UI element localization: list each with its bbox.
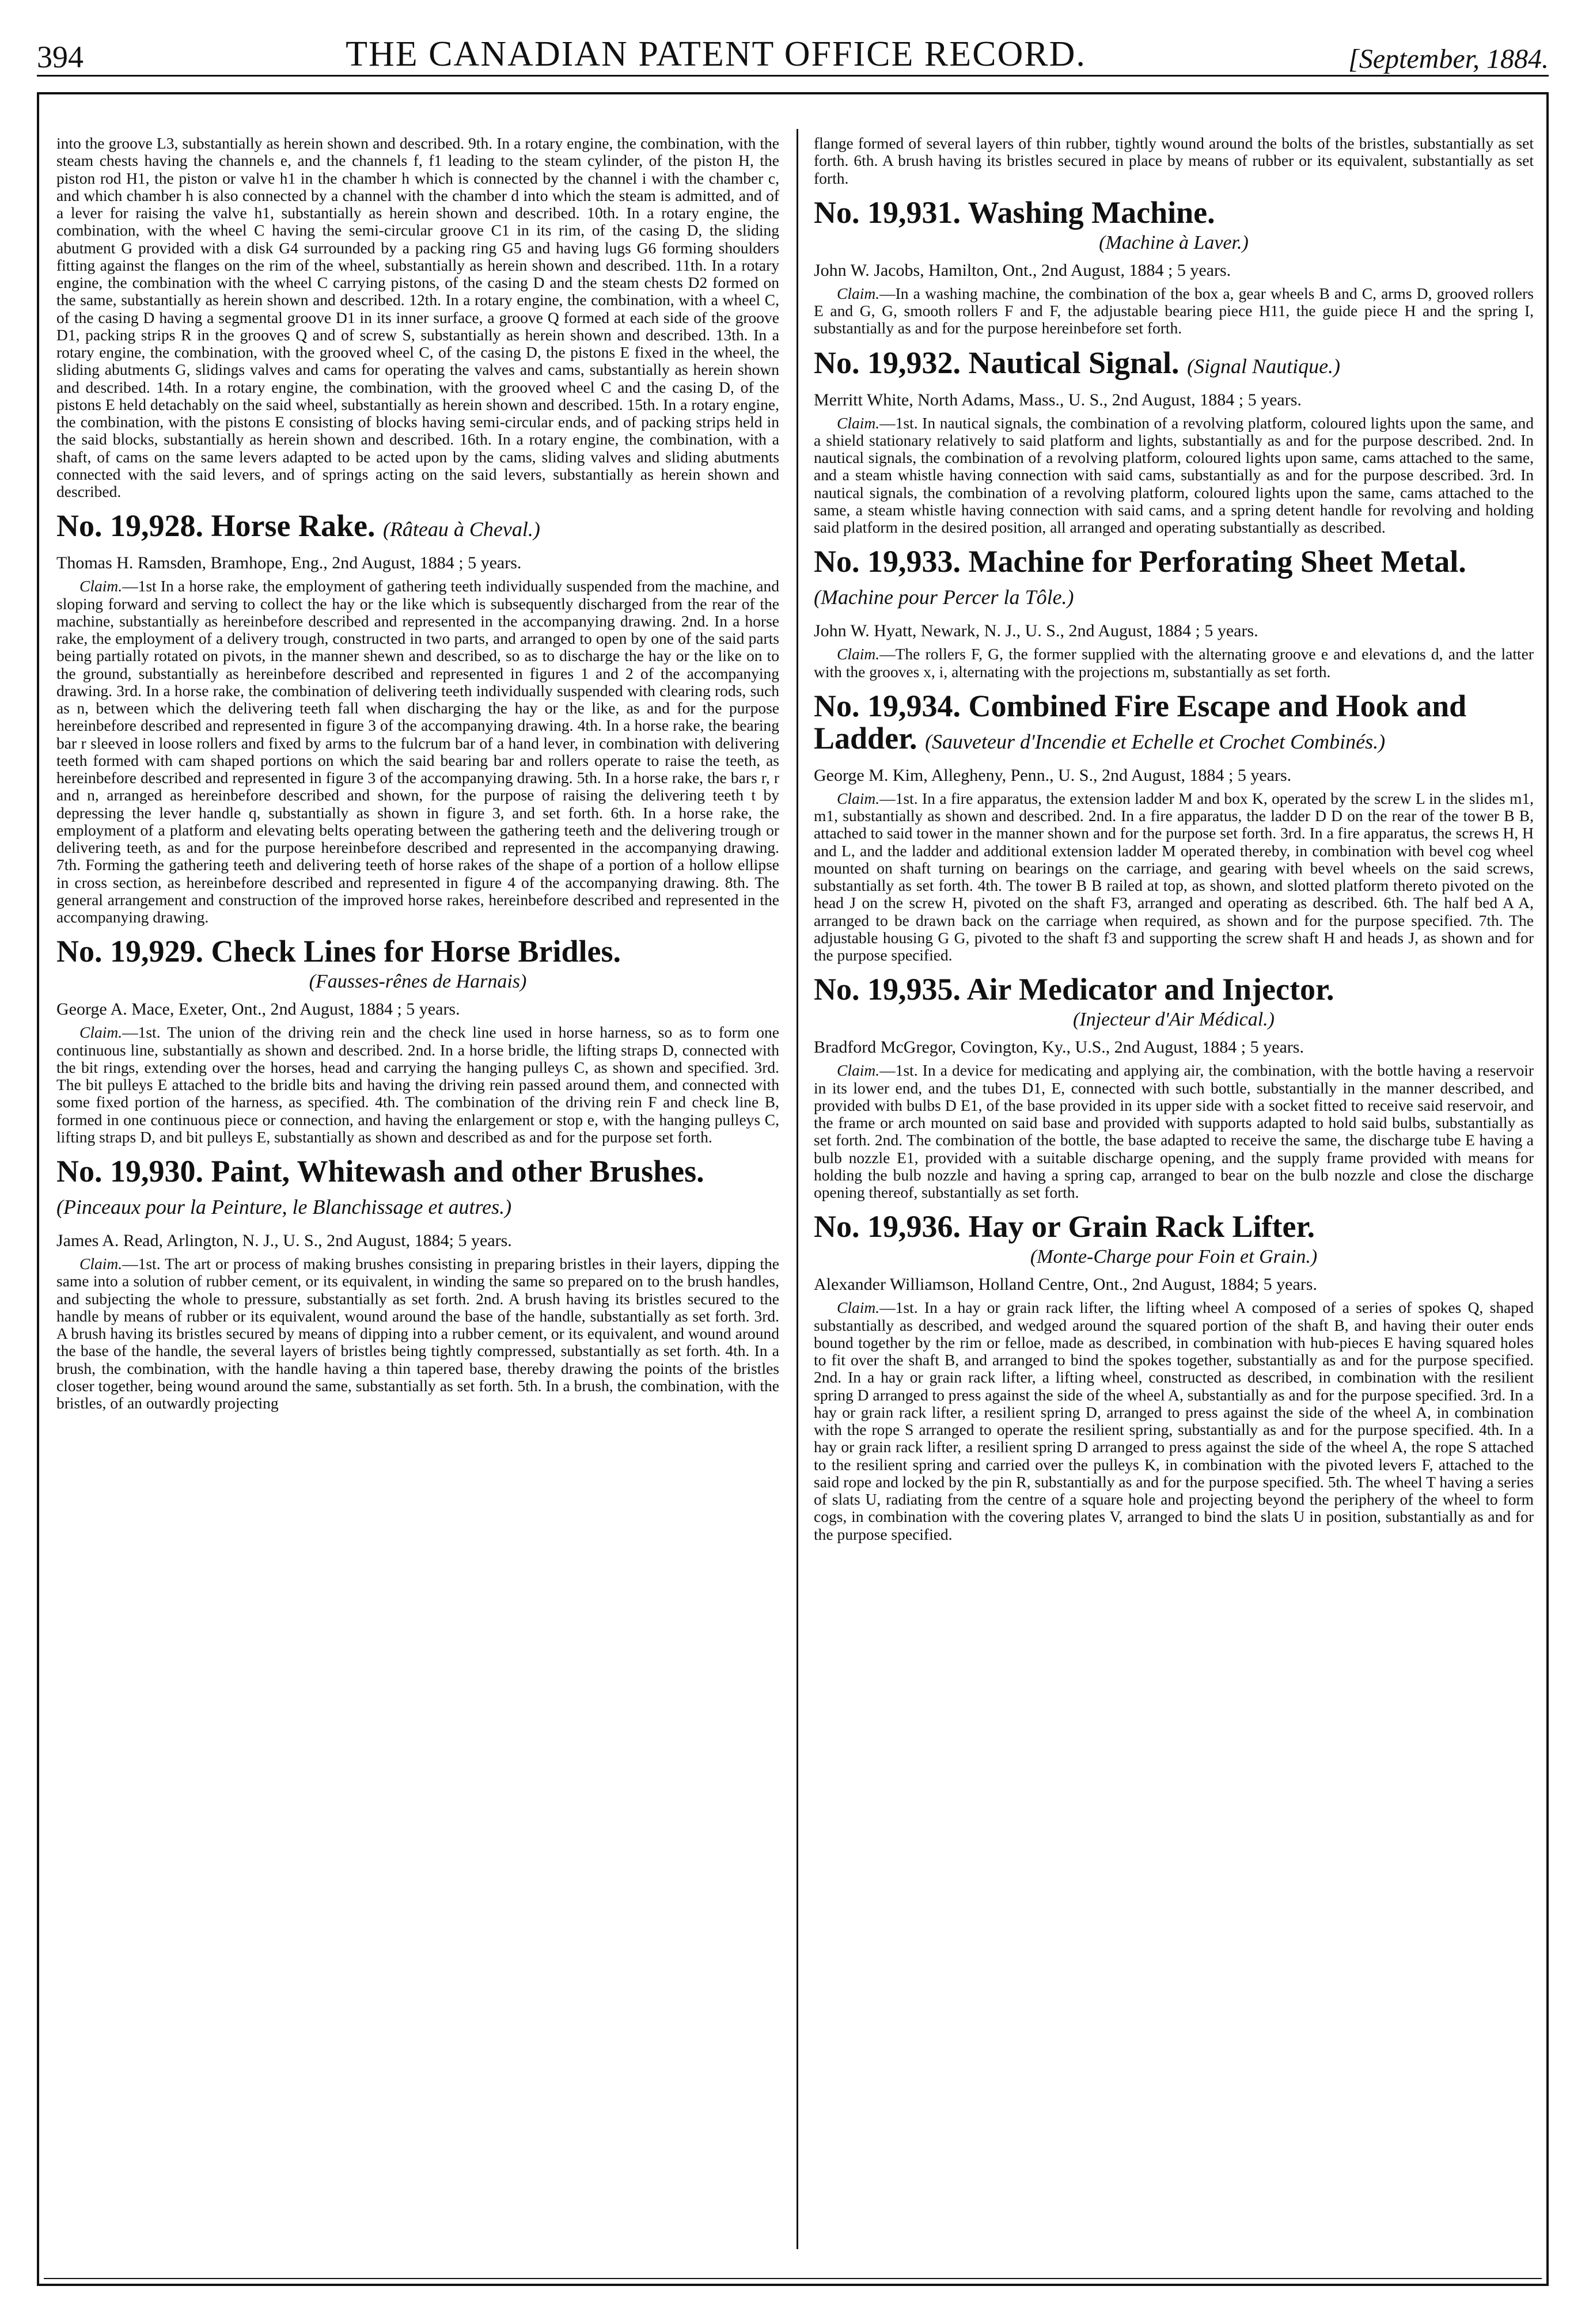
claim-label: Claim. xyxy=(837,1061,880,1080)
claim-text xyxy=(814,645,1534,681)
patent-number: No. 19,929. xyxy=(56,934,203,969)
inventor-line: Thomas H. Ramsden, Bramhope, Eng., 2nd August, 1884 ; 5 years. xyxy=(56,553,522,573)
claim-text xyxy=(814,415,1534,537)
page-header xyxy=(37,23,1549,77)
claim-body: —1st. The union of the driving rein and the check line used in horse harness, so as to form one continuous line, substantially as shown and described. 2nd. In a horse bridle, the lifting straps D, connected with the bit rings, extending over the horses, head and carrying the hanging pulleys C, as shown and specified. 3rd. The bit pulleys E attached to the bridle bits and having the driving rein passed around them, and connected with some fixed portion of the harness, as specified. 4th. The combination of the driving rein F and check line B, formed in one continuous piece or connection, and having the enlargement or stop e, with the hanging pulleys C, lifting straps D, and bit pulleys E, substantially as shown and described as and for the purpose set forth. xyxy=(56,1023,779,1146)
french-title: (Injecteur d'Air Médical.) xyxy=(1073,1009,1275,1031)
patent-entry xyxy=(814,545,1534,681)
patent-heading xyxy=(56,1155,779,1223)
claim-body: —1st. In a hay or grain rack lifter, the lifting wheel A composed of a series of spokes Q, shaped substantially as described, and wedged around the squared portion of the shaft B, and having their outer ends bound together by the rim or felloe, made as described, in combination with hub-pieces E having squared holes to fit over the shaft B, and arranged to bind the spokes together, substantially as and for the purpose specified. 2nd. In a hay or grain rack lifter, a lifting wheel, constructed as described, in combination with the resilient spring D arranged to press against the side of the wheel A, substantially as and for the purpose specified. 3rd. In a hay or grain rack lifter, a resilient spring D, arranged to press against the side of the wheel A, in combination with the rope S arranged to operate the resilient spring, substantially as and for the purpose specified. 4th. In a hay or grain rack lifter, a resilient spring D arranged to press against the side of the wheel A, the rope S attached to the resilient spring and carried over the pulleys K, in combination with the pivoted levers F, attached to the said rope and locked by the pin R, substantially as and for the purpose specified. 5th. The wheel T having a series of slats U, radiating from the centre of a square hole and projecting beyond the periphery of the wheel to form cogs, in combination with the covering plates V, arranged to bind the slats U in position, substantially as and for the purpose specified. xyxy=(814,1298,1534,1543)
patent-title: Paint, Whitewash and other Brushes. xyxy=(211,1154,704,1188)
claim-label: Claim. xyxy=(837,284,880,302)
french-title: (Monte-Charge pour Foin et Grain.) xyxy=(1030,1246,1318,1268)
left-column xyxy=(56,135,779,2248)
patent-heading xyxy=(814,196,1534,229)
inventor-line: John W. Hyatt, Newark, N. J., U. S., 2nd August, 1884 ; 5 years. xyxy=(814,621,1258,641)
patent-entry xyxy=(56,1155,779,1412)
french-title: (Pinceaux pour la Peinture, le Blanchissage et autres.) xyxy=(56,1195,512,1218)
claim-label: Claim. xyxy=(79,1255,123,1273)
claim-text xyxy=(814,1062,1534,1201)
claim-body: —1st. In a fire apparatus, the extension ladder M and box K, operated by the screw L in the slides m1, m1, substantially as shown and described. 2nd. In a fire apparatus, the ladder D D on the rear of the tower B B, attached to said tower in the manner shown and for the purpose set forth. 3rd. In a fire apparatus, the screws H, H and L, and the ladder and additional extension ladder M operated thereby, in combination with bevel cog wheel mounted on shaft turning on bearings on the carriage, and gearing with bevel wheels on the said screws, substantially as set forth. 4th. The tower B B railed at top, as shown, and slotted platform thereto pivoted on the head J on the screw H, pivoted on the shaft F3, arranged and operating as described. 6th. The half bed A A, arranged to be drawn back on the carriage when required, as shown and for the purpose specified. 7th. The adjustable housing G G, pivoted to the shaft f3 and supporting the screw shaft H and heads J, as shown and for the purpose specified. xyxy=(814,789,1534,964)
page-frame xyxy=(37,92,1549,2286)
claim-body: —1st. In nautical signals, the combination of a revolving platform, coloured lights upon the same, and a shield stationary relatively to said platform and lights, substantially as and for the purpose described. 2nd. In nautical signals, the combination of a revolving platform, coloured lights upon same, cams attached to the same, and a steam whistle having connection with said cams, substantially as and for the purpose described. 3rd. In nautical signals, the combination of a revolving platform, coloured lights upon the same, cams attached to the same, a steam whistle having connection with said cams, and a spring detent handle for revolving and holding said platform in the desired position, all arranged and operating substantially as described. xyxy=(814,413,1534,536)
french-title: (Sauveteur d'Incendie et Echelle et Crochet Combinés.) xyxy=(925,730,1386,753)
claim-text xyxy=(814,1299,1534,1543)
patent-number: No. 19,936. xyxy=(814,1209,961,1244)
claim-body: —In a washing machine, the combination of the box a, gear wheels B and C, arms D, grooved rollers E and G, G, smooth rollers F and F, the adjustable bearing piece H11, the guide piece H and the spring I, substantially as and for the purpose hereinbefore set forth. xyxy=(814,284,1534,337)
claim-text xyxy=(814,285,1534,337)
patent-number: No. 19,930. xyxy=(56,1154,203,1188)
patent-entry xyxy=(56,935,779,1146)
issue-date: [September, 1884. xyxy=(1348,44,1549,74)
claim-label: Claim. xyxy=(837,789,880,807)
patent-title: Check Lines for Horse Bridles. xyxy=(211,934,621,969)
patent-entry xyxy=(814,973,1534,1201)
claim-body: —1st. The art or process of making brushes consisting in preparing bristles in their layers, dipping the same into a solution of rubber cement, or its equivalent, in winding the same so prepared on to the brush handles, and subjecting the whole to pressure, substantially as set forth. 2nd. A brush having its bristles secured to the handle by means of rubber or its equivalent, wound around the base of the handle, substantially as set forth. 3rd. A brush having its bristles secured by means of dipping into a rubber cement, or its equivalent, and wound around the base of the handle, the several layers of bristles being tightly compressed, substantially as set forth. 4th. In a brush, the combination, with the handle having a thin tapered base, thereby drawing the points of the bristles closer together, being wound around the same, substantially as set forth. 5th. In a brush, the combination, with the bristles, of an outwardly projecting xyxy=(56,1255,779,1412)
inventor-line: Alexander Williamson, Holland Centre, Ont., 2nd August, 1884; 5 years. xyxy=(814,1275,1317,1294)
patent-number: No. 19,931. xyxy=(814,195,961,230)
page-number: 394 xyxy=(37,40,84,74)
patent-number: No. 19,934. xyxy=(814,688,961,723)
claim-body: —1st. In a device for medicating and applying air, the combination, with the bottle having a reservoir in its lower end, and the tubes D1, E, connected with such bottle, substantially in the manner described, and provided with bulbs D E1, of the base provided in its upper side with a socket fitted to receive said reservoir, and the frame or arch mounted on said base and provided with supports adapted to hold said bulbs, substantially as set forth. 2nd. The combination of the bottle, the base adapted to receive the same, the discharge tube E having a bulb nozzle E1, provided with a suitable discharge opening, and the supply frame provided with means for holding the bulb nozzle and having a spring cap, arranged to bear on the bulb nozzle and close the discharge opening thereof, substantially as set forth. xyxy=(814,1061,1534,1201)
claim-label: Claim. xyxy=(79,1023,123,1042)
patent-heading xyxy=(814,545,1534,613)
claim-text xyxy=(814,790,1534,964)
french-title: (Machine à Laver.) xyxy=(1099,231,1249,253)
patent-title: Washing Machine. xyxy=(968,195,1215,230)
patent-number: No. 19,928. xyxy=(56,508,203,544)
french-title: (Fausses-rênes de Harnais) xyxy=(309,971,527,993)
column-divider xyxy=(797,129,798,2249)
claim-label: Claim. xyxy=(837,1298,880,1317)
inventor-line: George A. Mace, Exeter, Ont., 2nd August, 1884 ; 5 years. xyxy=(56,1000,460,1019)
patent-entry xyxy=(56,510,779,926)
patent-heading xyxy=(814,1210,1534,1243)
claim-text xyxy=(56,578,779,926)
patent-heading xyxy=(814,347,1534,382)
claim-label: Claim. xyxy=(837,413,880,432)
claim-body: —1st In a horse rake, the employment of gathering teeth individually suspended from the machine, and sloping forward and serving to collect the hay or the like which is subsequently discharged from the rear of the machine, substantially as hereinbefore described and represented in the accompanying drawing. 2nd. In a horse rake, the employment of a delivery trough, constructed in two parts, and arranged to open by one of the said parts being partially rotated on pivots, in the manner shewn and described, so as to discharge the hay or the like on to the ground, substantially as hereinbefore described and represented in figures 1 and 2 of the accompanying drawing. 3rd. In a horse rake, the combination of delivering teeth individually suspended with clearing rods, such as n, between which the delivering teeth fall when discharging the hay or the like, as and for the purpose hereinbefore described and represented in figure 3 of the accompanying drawing. 4th. In a horse rake, the bearing bar r sleeved in loose rollers and fixed by arms to the fulcrum bar of a hand lever, in combination with delivering teeth formed with cam shaped portions on which the said bearing bar and rollers operate to raise the teeth, as hereinbefore described and represented in figure 3 of the accompanying drawing. 5th. In a horse rake, the bars r, r and n, arranged as hereinbefore described and shown, for the purpose of raising the delivering teeth t by depressing the lever handle q, substantially as shown in figure 3, and set forth. 6th. In a horse rake, the employment of a platform and elevating belts operating between the gathering teeth and the delivering trough or delivering teeth, as and for the purpose hereinbefore described and represented in the accompanying drawing. 7th. Forming the gathering teeth and delivering teeth of horse rakes of the shape of a portion of a hollow ellipse in cross section, as hereinbefore described and represented in figure 4 of the accompanying drawing. 8th. The general arrangement and construction of the improved horse rakes, hereinbefore described and represented in the accompanying drawing. xyxy=(56,577,779,926)
patent-heading xyxy=(814,690,1534,758)
claim-label: Claim. xyxy=(837,645,880,663)
claim-body: —The rollers F, G, the former supplied with the alternating groove e and elevations d, and the latter with the grooves x, i, alternating with the projections m, substantially as set forth. xyxy=(814,645,1534,681)
patent-number: No. 19,932. xyxy=(814,345,961,380)
claim-label: Claim. xyxy=(79,577,123,595)
patent-title: Hay or Grain Rack Lifter. xyxy=(968,1209,1315,1244)
patent-heading xyxy=(56,510,779,545)
inventor-line: James A. Read, Arlington, N. J., U. S., 2nd August, 1884; 5 years. xyxy=(56,1231,512,1250)
patent-title: Combined Fire Escape and Hook and Ladder. xyxy=(814,688,1467,755)
patent-title: Air Medicator and Injector. xyxy=(966,972,1334,1007)
inventor-line: Merritt White, North Adams, Mass., U. S., 2nd August, 1884 ; 5 years. xyxy=(814,390,1302,409)
inventor-line: John W. Jacobs, Hamilton, Ont., 2nd August, 1884 ; 5 years. xyxy=(814,260,1231,280)
right-column xyxy=(814,135,1534,2248)
claim-text xyxy=(56,1255,779,1412)
patent-heading xyxy=(814,973,1534,1005)
french-title: (Signal Nautique.) xyxy=(1187,354,1341,378)
french-title: (Machine pour Percer la Tôle.) xyxy=(814,586,1074,609)
patent-title: Machine for Perforating Sheet Metal. xyxy=(968,544,1466,579)
patent-entry xyxy=(814,347,1534,537)
inventor-line: Bradford McGregor, Covington, Ky., U.S., 2nd August, 1884 ; 5 years. xyxy=(814,1038,1304,1057)
patent-title: Nautical Signal. xyxy=(968,345,1180,380)
continuation-text: into the groove L3, substantially as herein shown and described. 9th. In a rotary engine, the combination, with the steam chests having the channels e, and the channels f, f1 leading to the steam cylinder, of the piston H, the piston rod H1, the piston or valve h1 in the chamber h which is connected by the channel i with the chamber c, and which chamber h is also connected by a channel with the chamber d into which the steam is admitted, and of a lever for raising the valve h1, substantially as herein shown and described. 10th. In a rotary engine, the combination, with the wheel C having the semi-circular groove C1 in its rim, of the casing D, the sliding abutment G provided with a disk G4 surrounded by a packing ring G5 and having lugs G6 forming shoulders fitting against the flanges on the rim of the wheel, substantially as herein shown and described. 11th. In a rotary engine, the combination with the wheel C carrying pistons, of the casing D and the steam chests D2 formed on the same, substantially as herein shown and described. 12th. In a rotary engine, the combination, with a wheel C, of the casing D having a segmental groove D1 in its inner surface, a groove Q formed at each side of the groove D1, packing strips R in the grooves Q and of screw S, substantially as herein shown and described. 13th. In a rotary engine, the combination, with the grooved wheel C, of the casing D, the pistons E fixed in the wheel, the sliding abutments G, slidings valves and cams for operating the valves and cams, substantially as herein shown and described. 14th. In a rotary engine, the combination, with the grooved wheel C and the casing D, of the pistons E held detachably on the said wheel, substantially as herein shown and described. 15th. In a rotary engine, the combination, with the pistons E consisting of blocks having semi-circular ends, and of packing strips held in the said blocks, substantially as herein shown and described. 16th. In a rotary engine, the combination, with a shaft, of cams on the same levers adapted to be acted upon by the cams, sliding valves and sliding abutments connected with the said levers, and of springs acting on the said levers, substantially as herein shown and described. xyxy=(56,135,779,500)
continuation-text: flange formed of several layers of thin rubber, tightly wound around the bolts of the bristles, substantially as set forth. 6th. A brush having its bristles secured in place by means of rubber or its equivalent, substantially as set forth. xyxy=(814,135,1534,187)
patent-entry xyxy=(814,690,1534,964)
french-title: (Râteau à Cheval.) xyxy=(382,518,540,541)
inventor-line: George M. Kim, Allegheny, Penn., U. S., 2nd August, 1884 ; 5 years. xyxy=(814,765,1292,785)
patent-entry xyxy=(814,196,1534,337)
patent-heading xyxy=(56,935,779,967)
publication-title: THE CANADIAN PATENT OFFICE RECORD. xyxy=(346,35,1086,74)
patent-title: Horse Rake. xyxy=(211,508,376,544)
patent-entry xyxy=(814,1210,1534,1543)
claim-text xyxy=(56,1024,779,1146)
patent-number: No. 19,935. xyxy=(814,972,961,1007)
patent-number: No. 19,933. xyxy=(814,544,961,579)
